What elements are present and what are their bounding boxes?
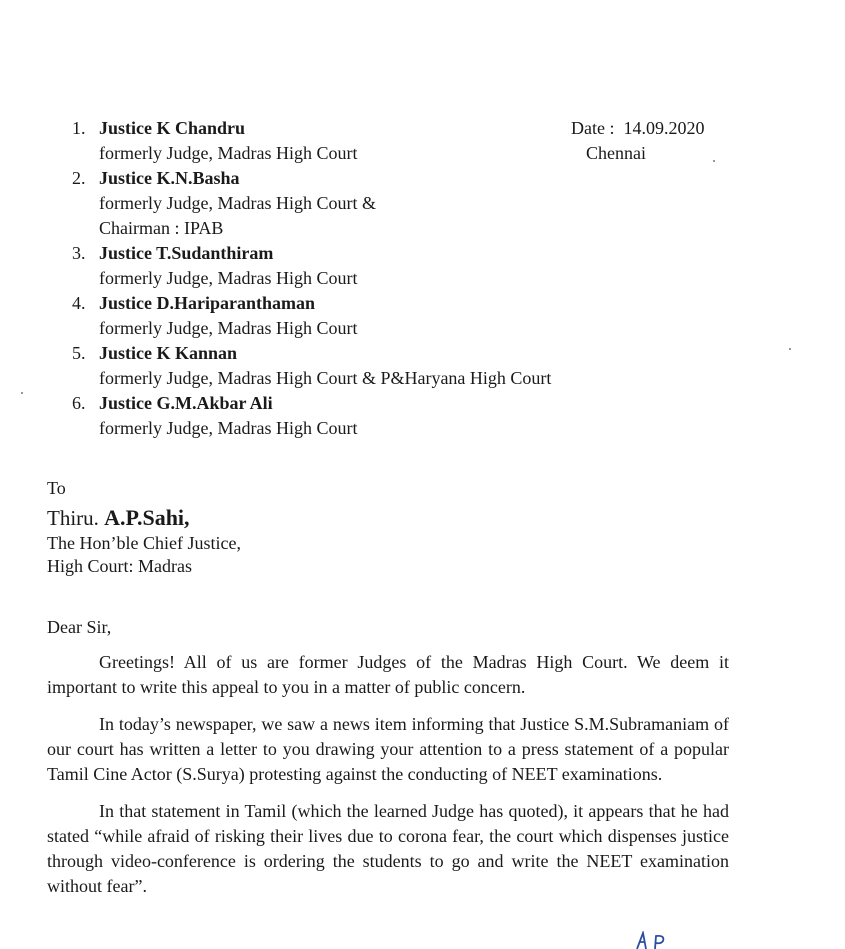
- judge-item: [72, 391, 652, 441]
- judge-item: [72, 341, 652, 391]
- judge-item: [72, 291, 652, 341]
- judge-number: 4.: [72, 293, 86, 313]
- judge-number: 2.: [72, 168, 86, 188]
- judge-description: formerly Judge, Madras High Court: [99, 318, 358, 338]
- to-label: To: [47, 478, 66, 498]
- signature-mark: [633, 931, 673, 949]
- judge-name: Justice D.Hariparanthaman: [99, 293, 315, 313]
- salutation: Dear Sir,: [47, 617, 112, 637]
- addressee-name: A.P.Sahi,: [104, 505, 190, 530]
- city: Chennai: [586, 143, 646, 163]
- date-block: [571, 116, 704, 166]
- date-value: 14.09.2020: [623, 118, 705, 138]
- judge-description: formerly Judge, Madras High Court &: [99, 193, 376, 213]
- judge-description: formerly Judge, Madras High Court: [99, 268, 358, 288]
- judge-name: Justice K Chandru: [99, 118, 246, 138]
- body-paragraph: In today’s newspaper, we saw a news item informing that Justice S.M.Subramaniam of our court has written a letter to you drawing your attention to a press statement of a popular Tamil Cine Actor (S.Surya) protesting against the conducting of NEET examinations.: [47, 714, 729, 784]
- body-paragraph: Greetings! All of us are former Judges of the Madras High Court. We deem it important to write this appeal to you in a matter of public concern.: [47, 652, 729, 697]
- addressee-block: [47, 504, 241, 578]
- judge-number: 5.: [72, 343, 86, 363]
- judge-description: formerly Judge, Madras High Court & P&Haryana High Court: [99, 368, 552, 388]
- date-label: Date :: [571, 118, 615, 138]
- judge-item: [72, 166, 652, 241]
- addressee-prefix: Thiru.: [47, 506, 99, 530]
- scan-speck: [713, 160, 715, 162]
- judge-name: Justice T.Sudanthiram: [99, 243, 274, 263]
- judge-description: formerly Judge, Madras High Court: [99, 143, 358, 163]
- body-paragraph: In that statement in Tamil (which the learned Judge has quoted), it appears that he had stated “while afraid of risking their lives due to corona fear, the court which dispenses justice through video-conference is ordering the students to go and write the NEET examination without fear”.: [47, 801, 729, 896]
- letter-body: [47, 650, 729, 911]
- judge-description: formerly Judge, Madras High Court: [99, 418, 358, 438]
- judge-name: Justice K Kannan: [99, 343, 238, 363]
- judge-description: Chairman : IPAB: [99, 218, 224, 238]
- judge-number: 1.: [72, 118, 86, 138]
- judge-item: [72, 116, 652, 166]
- judge-number: 6.: [72, 393, 86, 413]
- addressee-designation: The Hon’ble Chief Justice,: [47, 533, 241, 553]
- scan-speck: [21, 392, 23, 394]
- judge-item: [72, 241, 652, 291]
- addressee-court: High Court: Madras: [47, 556, 192, 576]
- judge-name: Justice G.M.Akbar Ali: [99, 393, 273, 413]
- judges-list: [72, 116, 652, 441]
- scan-speck: [789, 348, 791, 350]
- judge-number: 3.: [72, 243, 86, 263]
- judge-name: Justice K.N.Basha: [99, 168, 240, 188]
